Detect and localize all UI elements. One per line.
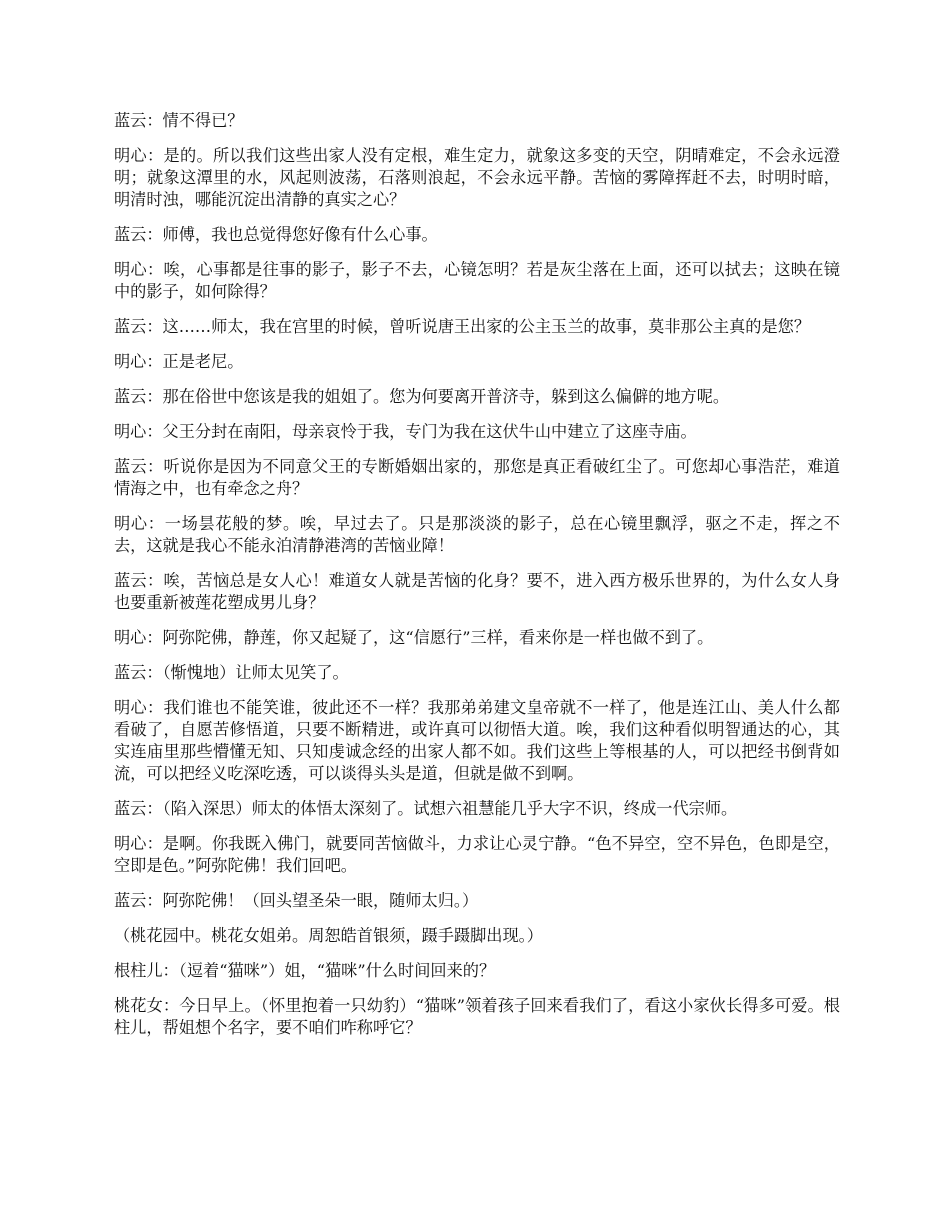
document-page: [114, 110, 840, 1052]
stage-direction: （桃花园中。桃花女姐弟。周恕皓首银须，蹑手蹑脚出现。）: [114, 926, 543, 945]
dialogue-line: 明心：阿弥陀佛，静莲，你又起疑了，这“信愿行”三样，看来你是一样也做不到了。: [114, 628, 714, 647]
dialogue-line: 蓝云：（惭愧地）让师太见笑了。: [114, 663, 349, 682]
dialogue-line: 蓝云：这……师太，我在宫里的时候，曾听说唐王出家的公主玉兰的故事，莫非那公主真的是您？: [114, 317, 811, 336]
dialogue-line: 根柱儿：（逗着“猫咪”）姐，“猫咪”什么时间回来的？: [114, 961, 496, 980]
dialogue-line: 蓝云：情不得已？: [114, 111, 244, 130]
dialogue-line: 蓝云：那在俗世中您该是我的姐姐了。您为何要离开普济寺，躲到这么偏僻的地方呢。: [114, 387, 730, 406]
dialogue-line: 明心：正是老尼。: [114, 352, 244, 371]
dialogue-line: 蓝云：唉，苦恼总是女人心！难道女人就是苦恼的化身？要不，进入西方极乐世界的，为什么女人身也要重新被莲花塑成男儿身？: [114, 571, 840, 612]
dialogue-line: 蓝云：（陷入深思）师太的体悟太深刻了。试想六祖慧能几乎大字不识，终成一代宗师。: [114, 799, 738, 818]
dialogue-line: 蓝云：阿弥陀佛！（回头望圣朵一眼，随师太归。）: [114, 891, 479, 910]
dialogue-line: 明心：父王分封在南阳，母亲哀怜于我，专门为我在这伏牛山中建立了这座寺庙。: [114, 422, 697, 441]
dialogue-line: 蓝云：师傅，我也总觉得您好像有什么心事。: [114, 225, 438, 244]
dialogue-line: 明心：一场昙花般的梦。唉，早过去了。只是那淡淡的影子，总在心镜里飘浮，驱之不走，挥之不去，这就是我心不能永泊清静港湾的苦恼业障！: [114, 514, 840, 555]
dialogue-line: 明心：唉，心事都是往事的影子，影子不去，心镜怎明？若是灰尘落在上面，还可以拭去；这映在镜中的影子，如何除得？: [114, 260, 840, 301]
dialogue-line: 明心：我们谁也不能笑谁，彼此还不一样？我那弟弟建文皇帝就不一样了，他是连江山、美人什么都看破了，自愿苦修悟道，只要不断精进，或许真可以彻悟大道。唉，我们这种看似明智通达的心，其实连庙里那些懵懂无知、只知虔诚念经的出家人都不如。我们这些上等根基的人，可以把经书倒背如流，可以把经义吃深吃透，可以谈得头头是道，但就是做不到啊。: [114, 698, 840, 783]
dialogue-line: 桃花女：今日早上。（怀里抱着一只幼豹）“猫咪”领着孩子回来看我们了，看这小家伙长得多可爱。根柱儿，帮姐想个名字，要不咱们咋称呼它？: [114, 996, 840, 1037]
dialogue-line: 明心：是啊。你我既入佛门，就要同苦恼做斗，力求让心灵宁静。“色不异空，空不异色，色即是空，空即是色。”阿弥陀佛！我们回吧。: [114, 834, 840, 875]
dialogue-line: 蓝云：听说你是因为不同意父王的专断婚姻出家的，那您是真正看破红尘了。可您却心事浩茫，难道情海之中，也有牵念之舟？: [114, 457, 840, 498]
dialogue-line: 明心：是的。所以我们这些出家人没有定根，难生定力，就象这多变的天空，阴晴难定，不会永远澄明；就象这潭里的水，风起则波荡，石落则浪起，不会永远平静。苦恼的雾障挥赶不去，时明时暗，明清时浊，哪能沉淀出清静的真实之心？: [114, 146, 840, 209]
